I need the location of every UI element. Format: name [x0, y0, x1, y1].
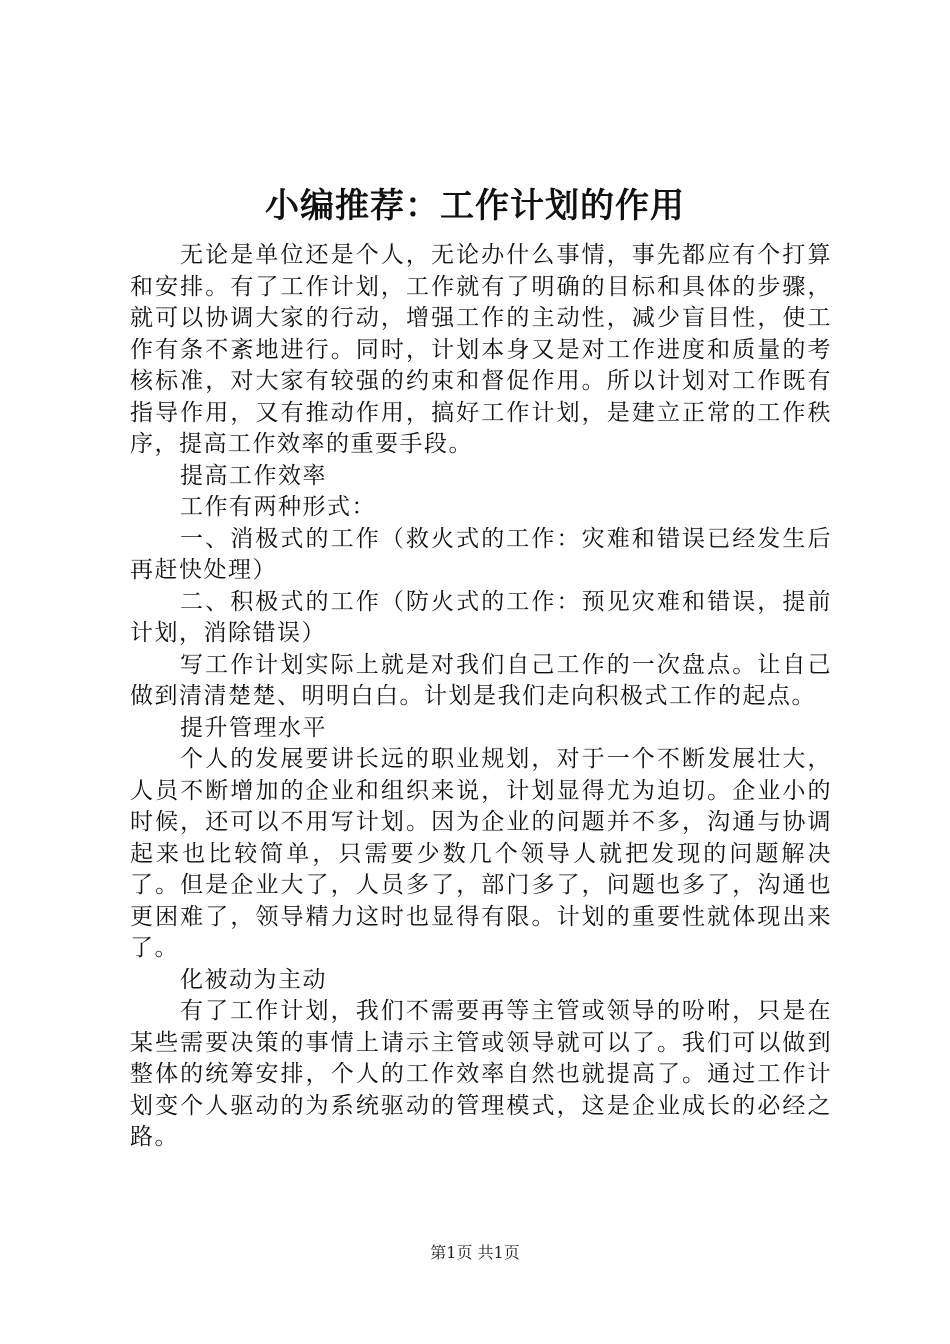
list-item-active-work: 二、积极式的工作（防火式的工作：预见灾难和错误，提前计划，消除错误） — [130, 588, 832, 646]
section-heading-efficiency: 提高工作效率 — [180, 462, 327, 489]
section-subheading-forms: 工作有两种形式： — [180, 494, 376, 520]
list-item-passive-work: 一、消极式的工作（救火式的工作：灾难和错误已经发生后再赶快处理） — [130, 525, 832, 583]
page-footer: 第1页 共1页 — [430, 1243, 520, 1262]
paragraph-management: 个人的发展要讲长远的职业规划，对于一个不断发展壮大，人员不断增加的企业和组织来说，计划显得尤为迫切。企业小的时候，还可以不用写计划。因为企业的问题并不多，沟通与协调起来也比较简单，只需要少数几个领导人就把发现的问题解决了。但是企业大了，人员多了，部门多了，问题也多了，沟通也更困难了，领导精力这时也显得有限。计划的重要性就体现出来了。 — [130, 746, 832, 961]
page-title: 小编推荐：工作计划的作用 — [265, 186, 685, 226]
paragraph-plan-inventory: 写工作计划实际上就是对我们自己工作的一次盘点。让自己做到清清楚楚、明明白白。计划是我们走向积极式工作的起点。 — [130, 651, 832, 709]
section-heading-proactive: 化被动为主动 — [180, 966, 327, 993]
section-heading-management: 提升管理水平 — [180, 714, 327, 741]
paragraph-proactive: 有了工作计划，我们不需要再等主管或领导的吩咐，只是在某些需要决策的事情上请示主管或领导就可以了。我们可以做到整体的统筹安排，个人的工作效率自然也就提高了。通过工作计划变个人驱动的为系统驱动的管理模式，这是企业成长的必经之路。 — [130, 998, 832, 1150]
paragraph-intro: 无论是单位还是个人，无论办什么事情，事先都应有个打算和安排。有了工作计划，工作就有了明确的目标和具体的步骤，就可以协调大家的行动，增强工作的主动性，减少盲目性，使工作有条不紊地进行。同时，计划本身又是对工作进度和质量的考核标准，对大家有较强的约束和督促作用。所以计划对工作既有指导作用，又有推动作用，搞好工作计划，是建立正常的工作秩序，提高工作效率的重要手段。 — [130, 242, 832, 457]
document-body — [130, 240, 832, 1154]
